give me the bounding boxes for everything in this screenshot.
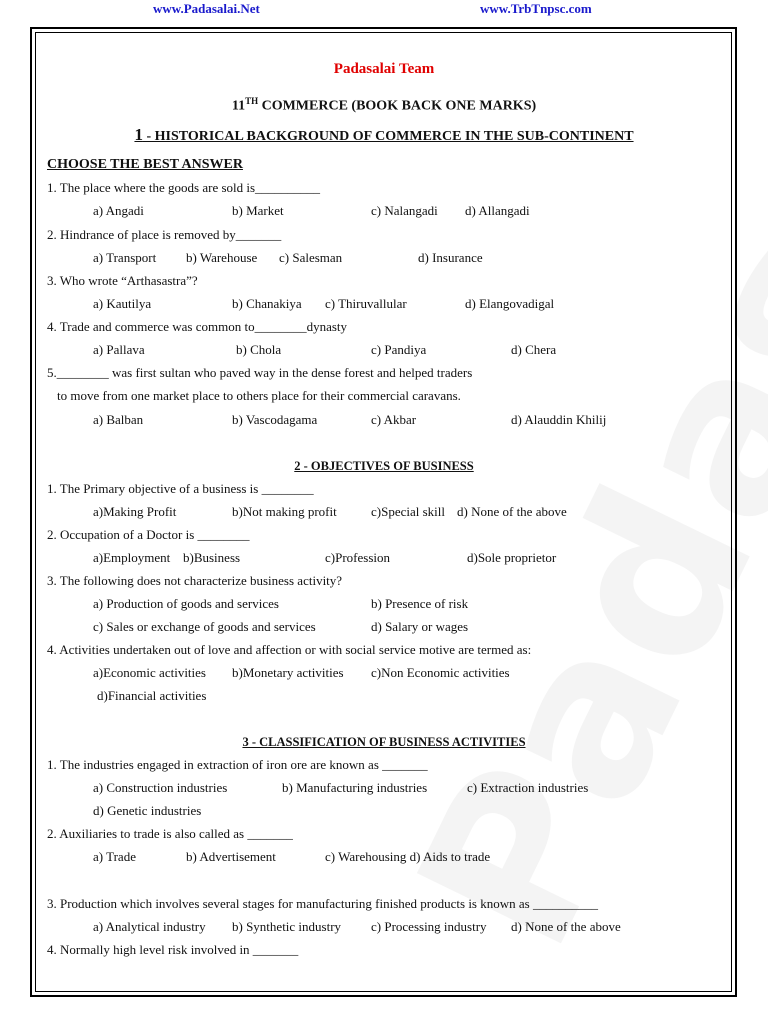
option: d) Alauddin Khilij	[511, 412, 607, 427]
padasalai-link[interactable]: www.Padasalai.Net	[153, 1, 260, 16]
question: 4. Trade and commerce was common to________dynasty	[47, 319, 348, 334]
option: c) Nalangadi	[371, 203, 438, 218]
option: c)Special skill	[371, 504, 446, 519]
trbtnpsc-link[interactable]: www.TrbTnpsc.com	[480, 1, 592, 16]
title-superscript: TH	[245, 96, 259, 106]
option: a) Transport	[93, 250, 157, 265]
option: c)Profession	[325, 550, 390, 565]
question: 2. Hindrance of place is removed by_______	[47, 227, 282, 242]
option: c) Salesman	[279, 250, 343, 265]
option: d) None of the above	[457, 504, 567, 519]
option: a) Kautilya	[93, 296, 152, 311]
option: a)Employment	[93, 550, 171, 565]
option: d) Salary or wages	[371, 619, 469, 634]
chapter-1-number: 1	[134, 125, 143, 144]
question: 3. Who wrote “Arthasastra”?	[47, 273, 198, 288]
question: 1. The Primary objective of a business is ________	[47, 481, 314, 496]
option: b)Business	[183, 550, 241, 565]
option: a) Production of goods and services	[93, 596, 279, 611]
option: c)Non Economic activities	[371, 665, 510, 680]
option: d) Chera	[511, 342, 557, 357]
option: d)Sole proprietor	[467, 550, 557, 565]
option: b) Advertisement	[186, 849, 276, 864]
option: c) Warehousing d) Aids to trade	[325, 849, 491, 864]
option: c) Sales or exchange of goods and services	[93, 619, 316, 634]
chapter-1-title: - HISTORICAL BACKGROUND OF COMMERCE IN THE SUB-CONTINENT	[142, 129, 634, 144]
question: 3. Production which involves several stages for manufacturing finished products is known as __________	[47, 896, 598, 911]
option: b) Manufacturing industries	[282, 780, 428, 795]
question: 5.________ was first sultan who paved way in the dense forest and helped traders	[47, 365, 473, 380]
section-3-heading: 3 - CLASSIFICATION OF BUSINESS ACTIVITIES	[242, 735, 526, 749]
option: a) Construction industries	[93, 780, 228, 795]
option: a) Pallava	[93, 342, 145, 357]
section-2-heading: 2 - OBJECTIVES OF BUSINESS	[294, 459, 474, 473]
option: b) Presence of risk	[371, 596, 469, 611]
option: d) None of the above	[511, 919, 621, 934]
question: 2. Auxiliaries to trade is also called as _______	[47, 826, 293, 841]
option: a)Making Profit	[93, 504, 177, 519]
option: d) Insurance	[418, 250, 483, 265]
option: b) Synthetic industry	[232, 919, 342, 934]
option: c) Processing industry	[371, 919, 487, 934]
option: a) Balban	[93, 412, 144, 427]
option: d) Genetic industries	[93, 803, 202, 818]
option: b) Market	[232, 203, 284, 218]
question: 3. The following does not characterize business activity?	[47, 573, 343, 588]
question: 4. Normally high level risk involved in _______	[47, 942, 299, 957]
option: c) Pandiya	[371, 342, 427, 357]
title-number: 11	[231, 98, 246, 114]
question-continuation: to move from one market place to others place for their commercial caravans.	[57, 388, 461, 403]
option: a) Analytical industry	[93, 919, 206, 934]
title-text: COMMERCE (BOOK BACK ONE MARKS)	[258, 98, 537, 114]
option: b)Not making profit	[232, 504, 337, 519]
option: b) Chola	[236, 342, 282, 357]
option: d)Financial activities	[97, 688, 207, 703]
option: a)Economic activities	[93, 665, 206, 680]
document-title	[0, 93, 768, 115]
question: 4. Activities undertaken out of love and affection or with social service motive are termed as:	[47, 642, 532, 657]
option: b) Vascodagama	[232, 412, 318, 427]
team-name: Padasalai Team	[333, 61, 435, 77]
option: b)Monetary activities	[232, 665, 344, 680]
option: a) Angadi	[93, 203, 144, 218]
question: 1. The industries engaged in extraction of iron ore are known as _______	[47, 757, 428, 772]
option: b) Chanakiya	[232, 296, 302, 311]
option: d) Allangadi	[465, 203, 530, 218]
question: 2. Occupation of a Doctor is ________	[47, 527, 250, 542]
option: c) Akbar	[371, 412, 417, 427]
option: c) Extraction industries	[467, 780, 589, 795]
choose-heading: CHOOSE THE BEST ANSWER	[47, 157, 243, 172]
option: b) Warehouse	[186, 250, 258, 265]
option: c) Thiruvallular	[325, 296, 407, 311]
question: 1. The place where the goods are sold is__________	[47, 180, 321, 195]
chapter-1-heading	[0, 127, 768, 145]
option: a) Trade	[93, 849, 136, 864]
option: d) Elangovadigal	[465, 296, 555, 311]
